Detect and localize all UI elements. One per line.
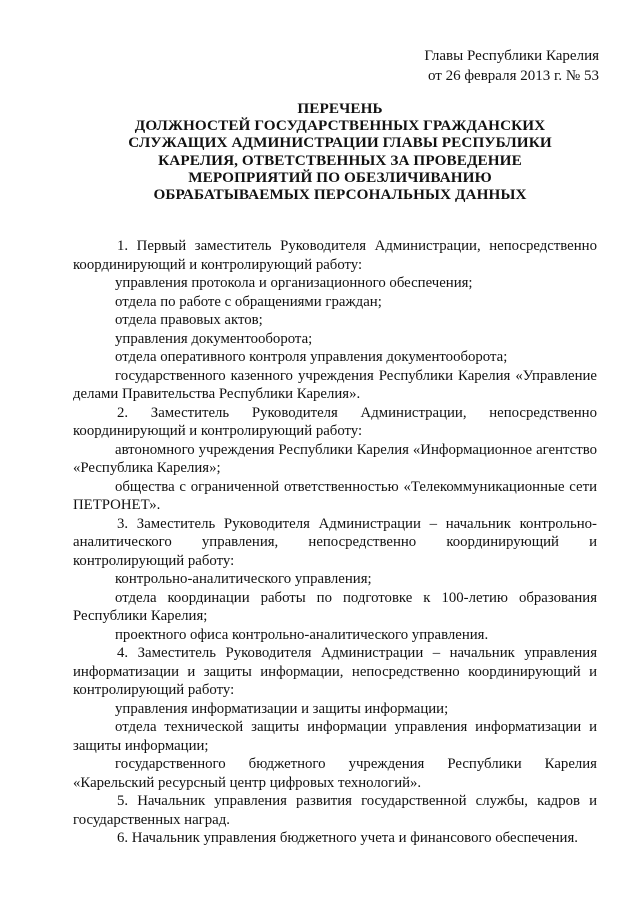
title-line: КАРЕЛИЯ, ОТВЕТСТВЕННЫХ ЗА ПРОВЕДЕНИЕ bbox=[158, 151, 522, 169]
sub-item: контрольно-аналитического управления; bbox=[115, 571, 372, 587]
list-item-2: 2. Заместитель Руководителя Администрации, непосредственно координирующий и контролирующий работу: bbox=[73, 404, 597, 439]
sub-item: отдела координации работы по подготовке к 100-летию образования Республики Карелия; bbox=[73, 589, 597, 624]
list-item-3: 3. Заместитель Руководителя Администрации – начальник контрольно-аналитического управления, непосредственно координирующий и контролирующий работу: bbox=[73, 515, 597, 569]
title-line: ОБРАБАТЫВАЕМЫХ ПЕРСОНАЛЬНЫХ ДАННЫХ bbox=[153, 186, 527, 204]
header-line-2: от 26 февраля 2013 г. № 53 bbox=[427, 68, 599, 84]
document-body bbox=[73, 237, 597, 848]
sub-item: государственного казенного учреждения Республики Карелия «Управление делами Правительства Республики Карелия». bbox=[73, 367, 597, 402]
list-item-1: 1. Первый заместитель Руководителя Администрации, непосредственно координирующий и контролирующий работу: bbox=[73, 238, 597, 273]
sub-item: управления информатизации и защиты информации; bbox=[115, 700, 449, 717]
sub-item: отдела правовых актов; bbox=[115, 312, 263, 328]
document-header bbox=[424, 46, 599, 86]
sub-item: автономного учреждения Республики Карелия «Информационное агентство «Республика Карелия»; bbox=[73, 441, 597, 476]
title-line: ДОЛЖНОСТЕЙ ГОСУДАРСТВЕННЫХ ГРАЖДАНСКИХ bbox=[134, 117, 546, 135]
sub-item: управления протокола и организационного обеспечения; bbox=[115, 275, 473, 291]
list-item-4: 4. Заместитель Руководителя Администрации – начальник управления информатизации и защиты информации, непосредственно координирующий и контролирующий работу: bbox=[73, 645, 597, 698]
sub-item: общества с ограниченной ответственностью «Телекоммуникационные сети ПЕТРОНЕТ». bbox=[73, 478, 597, 513]
header-line-1: Главы Республики Карелия bbox=[424, 48, 599, 64]
sub-item: отдела оперативного контроля управления документооборота; bbox=[115, 349, 508, 365]
sub-item: отдела технической защиты информации управления информатизации и защиты информации; bbox=[73, 719, 597, 754]
sub-item: управления документооборота; bbox=[115, 330, 313, 347]
title-line: СЛУЖАЩИХ АДМИНИСТРАЦИИ ГЛАВЫ РЕСПУБЛИКИ bbox=[128, 134, 552, 152]
title-line: ПЕРЕЧЕНЬ bbox=[297, 100, 383, 117]
list-item-6: 6. Начальник управления бюджетного учета и финансового обеспечения. bbox=[117, 830, 578, 846]
list-item-5: 5. Начальник управления развития государственной службы, кадров и государственных наград. bbox=[73, 793, 597, 828]
document-title bbox=[120, 100, 560, 203]
sub-item: проектного офиса контрольно-аналитического управления. bbox=[115, 626, 489, 643]
sub-item: отдела по работе с обращениями граждан; bbox=[115, 293, 382, 310]
title-line: МЕРОПРИЯТИЙ ПО ОБЕЗЛИЧИВАНИЮ bbox=[188, 168, 492, 186]
sub-item: государственного бюджетного учреждения Республики Карелия «Карельский ресурсный центр цифровых технологий». bbox=[73, 756, 597, 791]
